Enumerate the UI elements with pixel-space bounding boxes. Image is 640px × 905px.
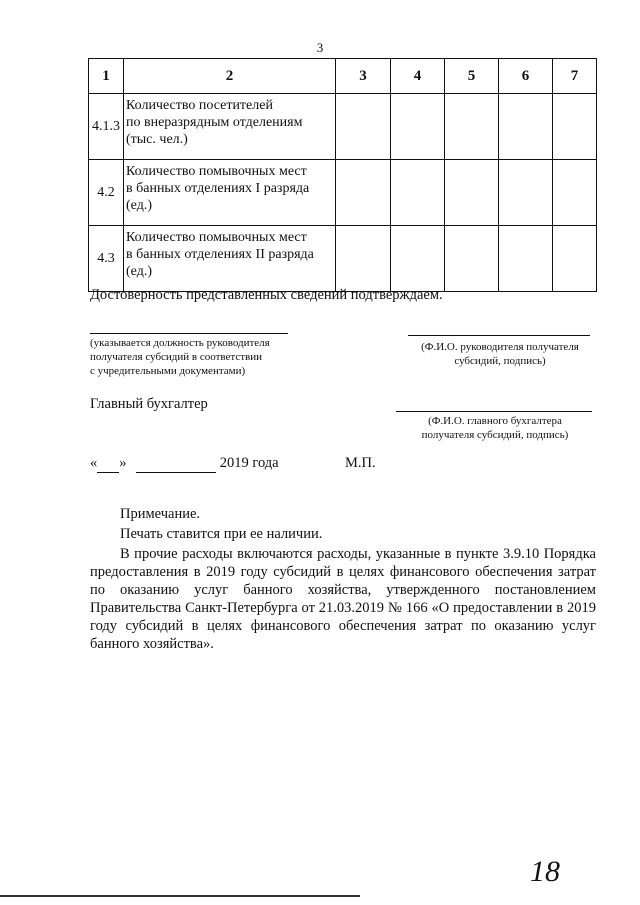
table-row [89,94,597,160]
notes-block [90,505,596,653]
caption-line: (указывается должность руководителя [90,337,270,349]
header-cell: 5 [445,59,499,94]
chief-name-caption [398,414,592,442]
date-line [90,455,279,473]
empty-cell [553,226,597,292]
caption-line: получателя субсидий, подпись) [421,429,569,441]
month-blank [136,455,216,473]
head-position-caption [90,336,270,378]
row-name-line: по внеразрядным отделениям [126,115,303,130]
header-cell: 7 [553,59,597,94]
empty-cell [445,160,499,226]
header-cell: 3 [336,59,391,94]
notes-paragraph: В прочие расходы включаются расходы, указанные в пункте 3.9.10 Порядка предоставления в 2019 году субсидий в целях финансового обеспечения затрат по оказанию услуг банного хозяйства, утвержденного постановлением Правительства Санкт-Петербурга от 21.03.2019 № 166 «О предоставлении в 2019 году субсидий в целях финансового обеспечения затрат по оказанию услуг банного хозяйства». [90,546,596,652]
caption-line: с учредительными документами) [90,365,246,377]
row-name-line: в банных отделениях II разряда [126,247,314,262]
caption-line: получателя субсидий в соответствии [90,351,263,363]
row-number: 4.2 [89,160,124,226]
empty-cell [391,160,445,226]
head-name-caption [405,340,595,368]
empty-cell [445,226,499,292]
empty-cell [391,94,445,160]
row-name [124,94,336,160]
row-name [124,226,336,292]
table-row [89,160,597,226]
row-number: 4.1.3 [89,94,124,160]
head-name-line [408,335,590,336]
row-name-line: Количество посетителей [126,98,273,113]
date-year: 2019 года [219,455,279,471]
page-number: 3 [316,40,324,55]
stamp-place: М.П. [345,455,376,471]
header-cell: 2 [124,59,336,94]
empty-cell [499,94,553,160]
empty-cell [391,226,445,292]
empty-cell [336,160,391,226]
chief-accountant-label: Главный бухгалтер [90,396,208,412]
head-position-line [90,333,288,334]
header-cell: 6 [499,59,553,94]
chief-name-line [396,411,592,412]
bottom-rule [0,895,360,897]
row-name-line: (ед.) [126,264,152,279]
handwritten-page-number: 18 [530,855,560,888]
header-cell: 1 [89,59,124,94]
empty-cell [336,94,391,160]
empty-cell [499,160,553,226]
row-name-line: (тыс. чел.) [126,132,188,147]
report-table [88,58,597,292]
table-row [89,226,597,292]
row-number: 4.3 [89,226,124,292]
row-name [124,160,336,226]
empty-cell [336,226,391,292]
row-name-line: Количество помывочных мест [126,164,307,179]
empty-cell [445,94,499,160]
caption-line: субсидий, подпись) [454,355,546,367]
confirmation-text: Достоверность представленных сведений подтверждаем. [90,287,443,303]
caption-line: (Ф.И.О. главного бухгалтера [428,415,562,427]
row-name-line: (ед.) [126,198,152,213]
date-open-quote: « [90,455,98,471]
empty-cell [499,226,553,292]
notes-seal: Печать ставится при ее наличии. [120,526,323,542]
empty-cell [553,94,597,160]
day-blank [97,455,119,473]
table-header-row [89,59,597,94]
row-name-line: в банных отделениях I разряда [126,181,310,196]
header-cell: 4 [391,59,445,94]
row-name-line: Количество помывочных мест [126,230,307,245]
notes-title: Примечание. [120,506,201,522]
date-close-quote: » [119,455,127,471]
caption-line: (Ф.И.О. руководителя получателя [421,341,579,353]
empty-cell [553,160,597,226]
